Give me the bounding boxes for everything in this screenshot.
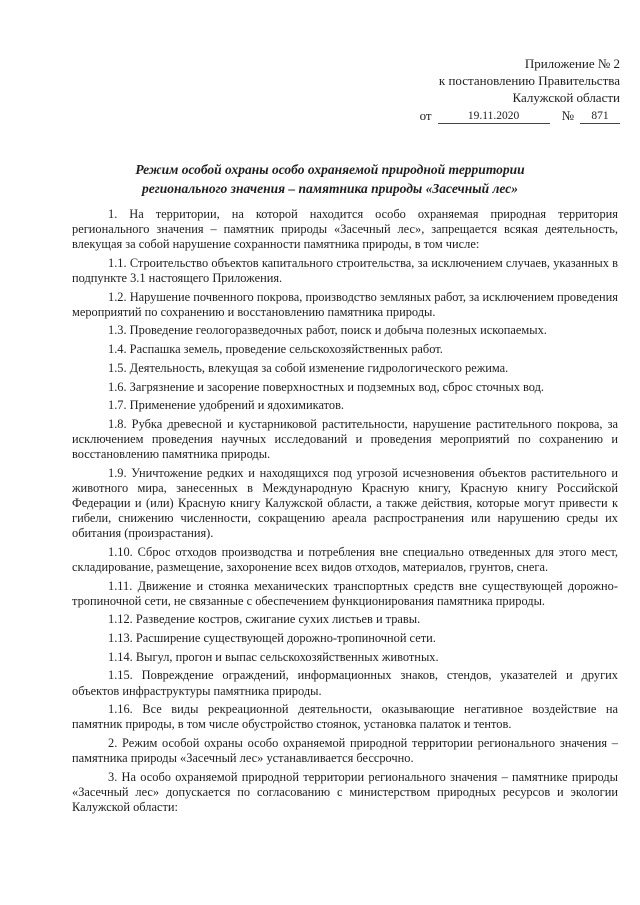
paragraph: 1.7. Применение удобрений и ядохимикатов. [108,398,345,413]
resolution-date: 19.11.2020 [438,110,550,124]
paragraph: 1.8. Рубка древесной и кустарниковой растительности, нарушение растительного покрова, за исключением проведения научных исследований и проведения мероприятий по сохранению и восстановлению памятника природы. [72,416,618,462]
paragraph: 1.5. Деятельность, влекущая за собой изменение гидрологического режима. [108,360,509,375]
paragraph: 1.9. Уничтожение редких и находящихся под угрозой исчезновения объектов растительного и животного мира, занесенных в Международную Красную книгу, Красную книгу Российской Федерации и (или) Красную книгу Калужской области, а также действия, которые могут привести к гибели, снижению численности, сокращению ареала распространения или нарушению среды их обитания (произрастания). [72,465,618,541]
number-label: № [561,108,574,123]
appendix-resolution: к постановлению Правительства [438,73,620,88]
paragraph: 1.13. Расширение существующей дорожно-тропиночной сети. [108,631,436,646]
document-title [60,160,600,198]
paragraph: 1.2. Нарушение почвенного покрова, производство земляных работ, за исключением проведения мероприятий по сохранению и восстановлению памятника природы. [72,289,618,319]
paragraph: 3. На особо охраняемой природной территории регионального значения – памятнике природы «Засечный лес» допускается по согласованию с министерством природных ресурсов и экологии Калужской области: [72,769,618,814]
resolution-number: 871 [580,110,620,124]
resolution-date-row [380,107,620,124]
paragraph: 1.16. Все виды рекреационной деятельности, оказывающие негативное воздействие на памятник природы, в том числе обустройство стоянок, установка палаток и тентов. [72,702,618,732]
paragraph: 1.11. Движение и стоянка механических транспортных средств вне существующей дорожно-тропиночной сети, не связанные с обеспечением функционирования памятника природы. [72,578,618,608]
paragraph: 1.4. Распашка земель, проведение сельскохозяйственных работ. [108,342,443,357]
document-body [72,207,618,819]
appendix-header [380,55,620,124]
paragraph: 1. На территории, на которой находится особо охраняемая природная территория регионального значения – памятник природы «Засечный лес», запрещается всякая деятельность, влекущая за собой нарушение сохранности памятника природы, в том числе: [72,207,618,252]
paragraph: 1.1. Строительство объектов капитального строительства, за исключением случаев, указанных в подпункте 3.1 настоящего Приложения. [72,255,618,285]
paragraph: 1.15. Повреждение ограждений, информационных знаков, стендов, указателей и других объектов инфраструктуры памятника природы. [72,668,618,698]
title-line-1: Режим особой охраны особо охраняемой природной территории [135,162,525,177]
paragraph: 1.14. Выгул, прогон и выпас сельскохозяйственных животных. [108,649,439,664]
paragraph: 1.3. Проведение геологоразведочных работ, поиск и добыча полезных ископаемых. [108,323,547,338]
title-line-2: регионального значения – памятника природы «Засечный лес» [142,181,518,196]
paragraph: 1.10. Сброс отходов производства и потребления вне специально отведенных для этого мест, складирование, размещение, захоронение всех видов отходов, материалов, грунтов, снега. [72,544,618,574]
paragraph: 1.12. Разведение костров, сжигание сухих листьев и травы. [108,612,421,627]
paragraph: 1.6. Загрязнение и засорение поверхностных и подземных вод, сброс сточных вод. [108,379,545,394]
paragraph: 2. Режим особой охраны особо охраняемой природной территории регионального значения – памятника природы «Засечный лес» устанавливается бессрочно. [72,736,618,766]
appendix-number: Приложение № 2 [524,56,620,71]
appendix-region: Калужской области [512,90,620,105]
from-label: от [419,108,432,123]
